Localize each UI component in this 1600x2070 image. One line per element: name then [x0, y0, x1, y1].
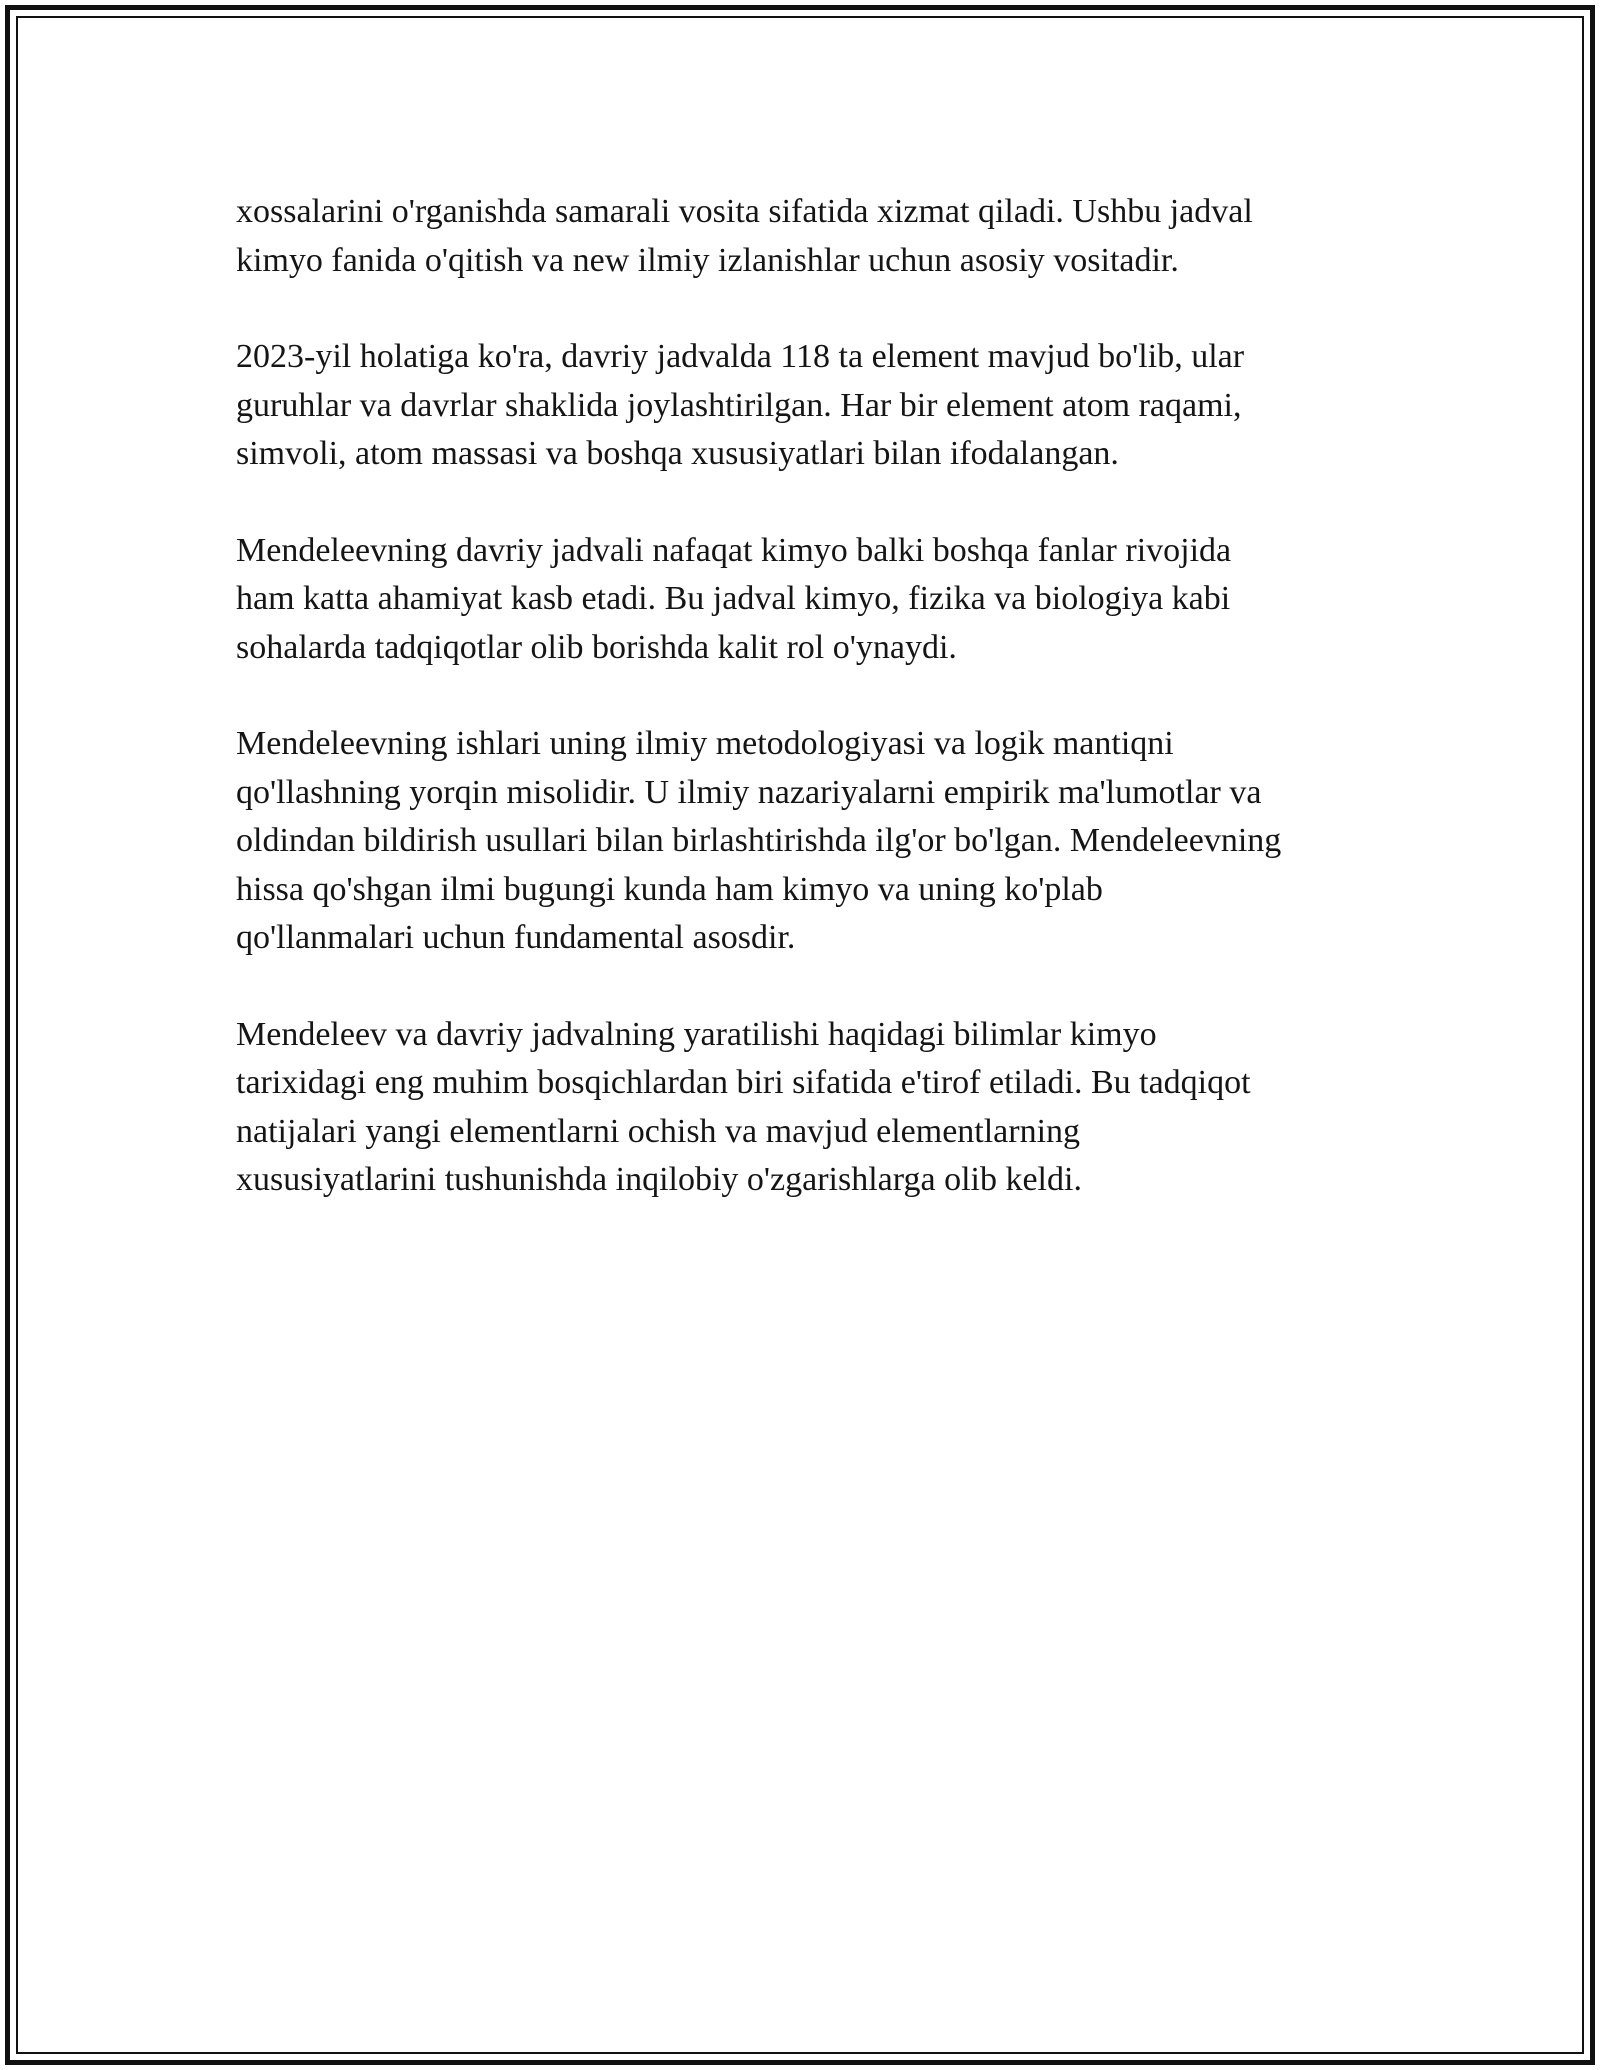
paragraph-2: 2023-yil holatiga ko'ra, davriy jadvalda 118 ta element mavjud bo'lib, ular guruhlar va davrlar shaklida joylashtirilgan. Har bir element atom raqami, simvoli, atom massasi va boshqa xususiyatlari bilan ifodalangan. — [236, 338, 1245, 472]
paragraph-1: xossalarini o'rganishda samarali vosita sifatida xizmat qiladi. Ushbu jadval kimyo fanida o'qitish va new ilmiy izlanishlar uchun asosiy vositadir. — [236, 193, 1253, 279]
paragraph-4: Mendeleevning ishlari uning ilmiy metodologiyasi va logik mantiqni qo'llashning yorqin misolidir. U ilmiy nazariyalarni empirik ma'lumotlar va oldindan bildirish usullari bilan birlashtirishda ilg'or bo'lgan. Mendeleevning hissa qo'shgan ilmi bugungi kunda ham kimyo va uning ko'plab qo'llanmalari uchun fundamental asosdir. — [236, 725, 1282, 956]
paragraph-3: Mendeleevning davriy jadvali nafaqat kimyo balki boshqa fanlar rivojida ham katta ahamiyat kasb etadi. Bu jadval kimyo, fizika va biologiya kabi sohalarda tadqiqotlar olib borishda kalit rol o'ynaydi. — [236, 531, 1232, 666]
paragraph-5: Mendeleev va davriy jadvalning yaratilishi haqidagi bilimlar kimyo tarixidagi eng muhim bosqichlardan biri sifatida e'tirof etiladi. Bu tadqiqot natijalari yangi elementlarni ochish va mavjud elementlarning xususiyatlarini tushunishda inqilobiy o'zgarishlarga olib keldi. — [236, 1015, 1251, 1198]
document-body — [236, 188, 1386, 1253]
